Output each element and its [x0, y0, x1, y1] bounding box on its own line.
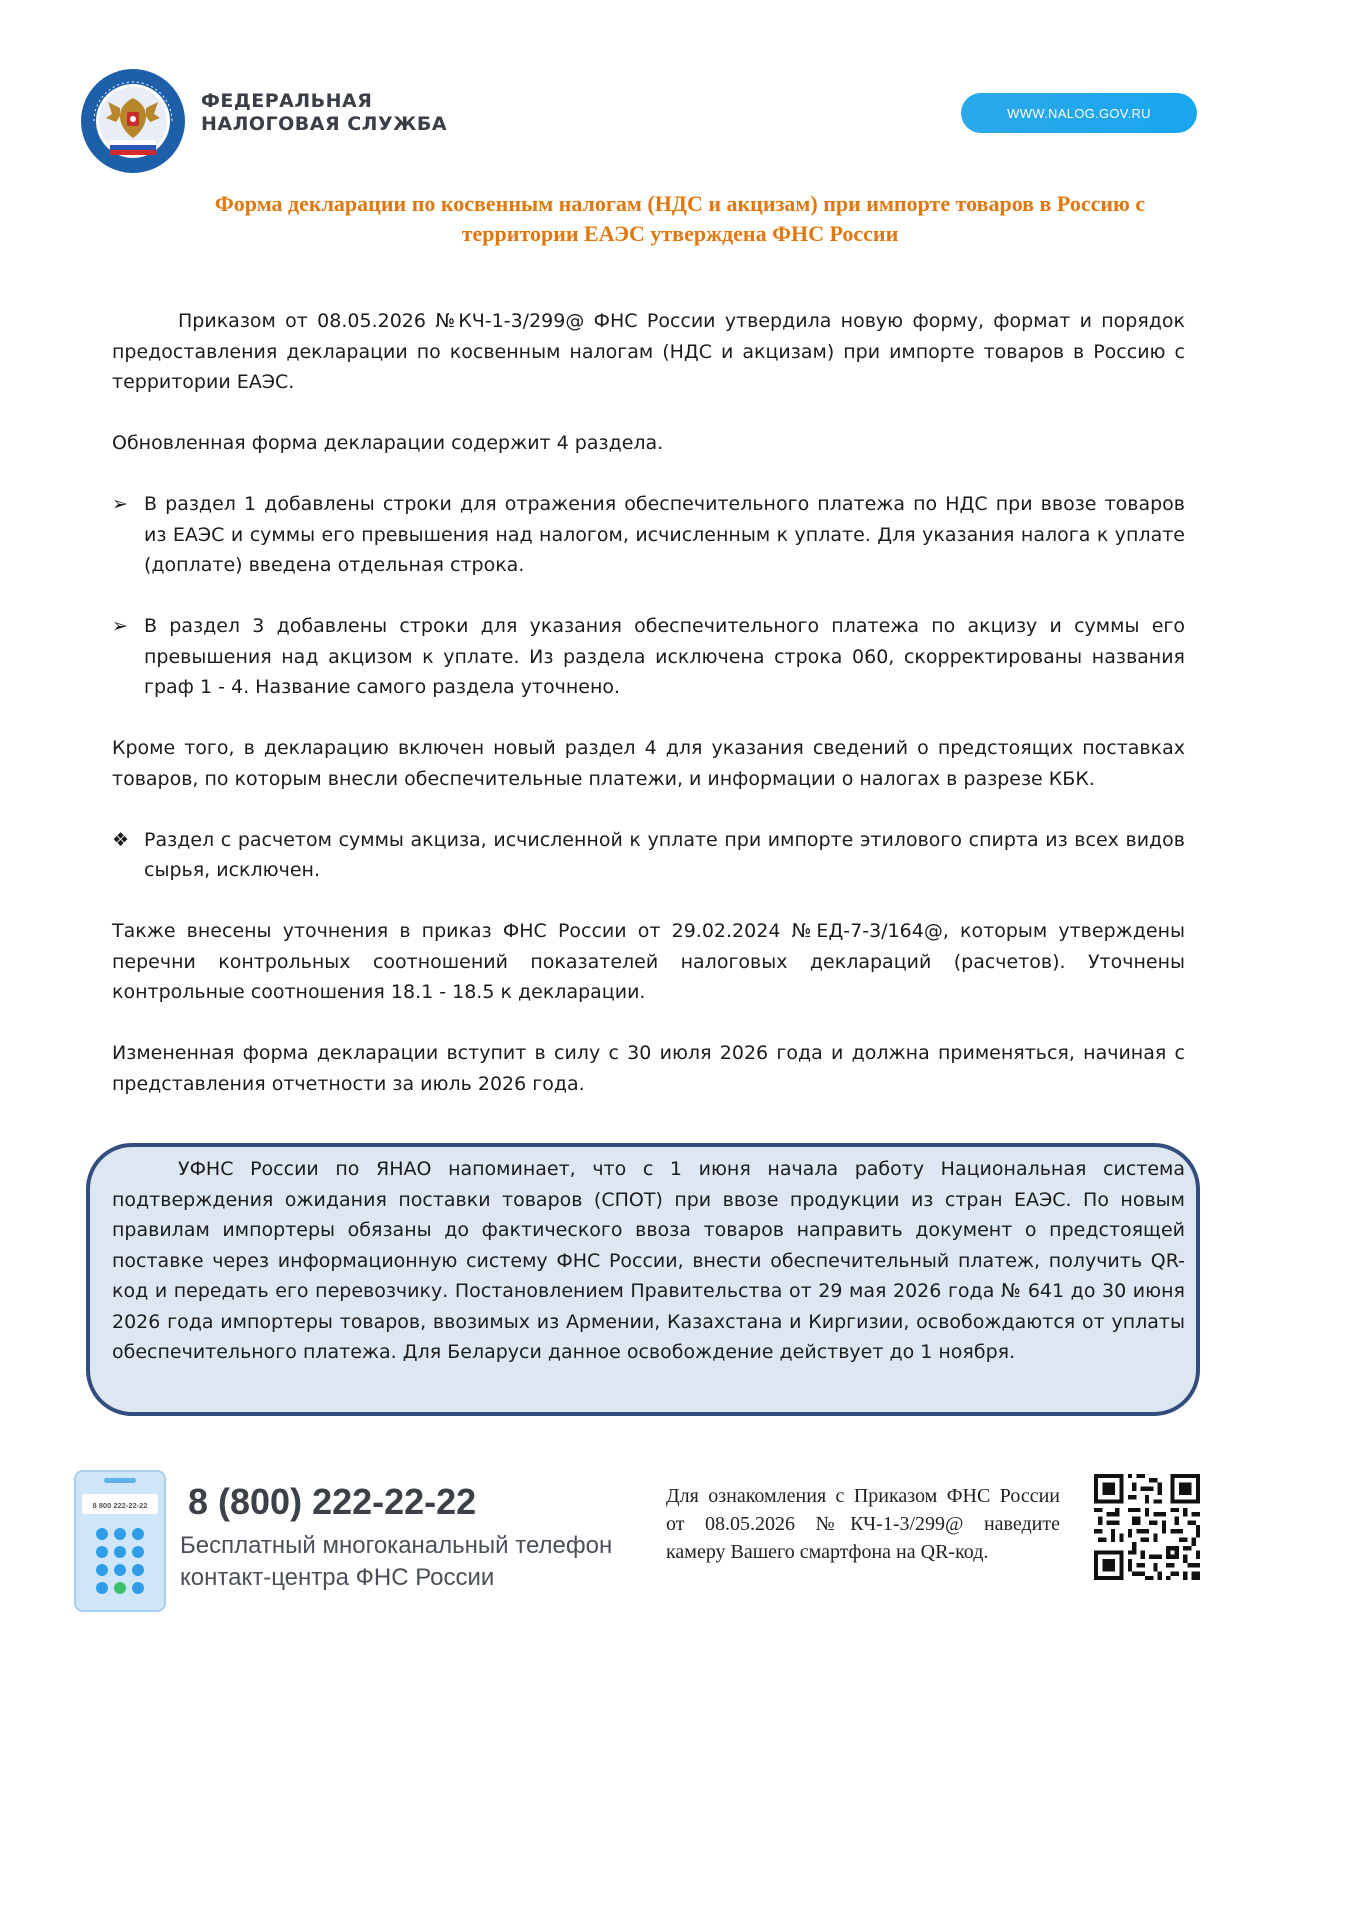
org-name-line1: ФЕДЕРАЛЬНАЯ — [201, 90, 373, 112]
qr-instruction: Для ознакомления с Приказом ФНС России от 08.05.2026 №КЧ-1-3/299@ наведите камеру Вашего смартфона на QR-код. — [666, 1485, 1060, 1563]
qr-code-icon[interactable] — [1094, 1474, 1200, 1580]
phone-screen-number: 8 800 222-22-22 — [92, 1501, 148, 1510]
document-title-line2: территории ЕАЭС утверждена ФНС России — [461, 221, 899, 246]
info-callout-text: УФНС России по ЯНАО напоминает, что с 1 июня начала работу Национальная система подтверждения ожидания поставки товаров (СПОТ) при ввозе продукции из стран ЕАЭС. По новым правилам импортеры обязаны до фактического ввоза товаров направить документ о предстоящей поставке через информационную систему ФНС России, внести обеспечительный платеж, получить QR-код и передать его перевозчику. Постановлением Правительства от 29 мая 2026 года № 641 до 30 июня 2026 года импортеры товаров, ввозимых из Армении, Казахстана и Киргизии, освобождаются от уплаты обеспечительного платежа. Для Беларуси данное освобождение действует до 1 ноября. — [112, 1158, 1185, 1363]
hotline-number[interactable]: 8 (800) 222-22-22 — [188, 1481, 477, 1522]
paragraph-clarifications: Также внесены уточнения в приказ ФНС России от 29.02.2024 №ЕД-7-3/164@, которым утверждены перечни контрольных соотношений показателей налоговых деклараций (расчетов). Уточнены контрольные соотношения 18.1 - 18.5 к декларации. — [112, 920, 1185, 1003]
list-item — [112, 489, 1185, 581]
hotline-description-line1: Бесплатный многоканальный телефон — [180, 1532, 613, 1559]
document-title — [110, 189, 1250, 249]
list-item-text: В раздел 1 добавлены строки для отражения обеспечительного платежа по НДС при ввозе товаров из ЕАЭС и суммы его превышения над налогом, исчисленным к уплате. Для указания налога к уплате (доплате) введена отдельная строка. — [144, 493, 1185, 576]
org-name — [201, 90, 447, 136]
org-name-line2: НАЛОГОВАЯ СЛУЖБА — [201, 113, 448, 135]
list-item-text: В раздел 3 добавлены строки для указания обеспечительного платежа по акцизу и суммы его превышения над акцизом к уплате. Из раздела исключена строка 060, скорректированы названия граф 1 - 4. Название самого раздела уточнено. — [144, 615, 1185, 698]
document-title-line1: Форма декларации по косвенным налогам (НДС и акцизам) при импорте товаров в Россию с — [214, 191, 1146, 216]
article-body — [112, 306, 1185, 1130]
hotline-description-line2: контакт-центра ФНС России — [180, 1564, 495, 1591]
arrow-bullet-icon: ➢ — [112, 493, 128, 515]
phone-keypad-icon — [74, 1470, 166, 1612]
paragraph-order: Приказом от 08.05.2026 №КЧ-1-3/299@ ФНС России утвердила новую форму, формат и порядок предоставления декларации по косвенным налогам (НДС и акцизам) при импорте товаров в Россию с территории ЕАЭС. — [112, 310, 1185, 393]
list-item — [112, 611, 1185, 703]
paragraph-new-section: Кроме того, в декларацию включен новый раздел 4 для указания сведений о предстоящих поставках товаров, по которым внесли обеспечительные платежи, и информации о налогах в разрезе КБК. — [112, 737, 1185, 790]
website-link[interactable]: WWW.NALOG.GOV.RU — [961, 93, 1197, 133]
paragraph-effective-date: Измененная форма декларации вступит в силу с 30 июля 2026 года и должна применяться, начиная с представления отчетности за июль 2026 года. — [112, 1042, 1185, 1095]
fns-emblem-icon — [80, 68, 186, 174]
paragraph-sections-count: Обновленная форма декларации содержит 4 раздела. — [112, 432, 664, 454]
diamond-bullet-icon: ❖ — [112, 828, 130, 851]
list-item — [112, 825, 1185, 886]
arrow-bullet-icon: ➢ — [112, 615, 128, 637]
hotline-description — [180, 1530, 612, 1594]
list-item-text: Раздел с расчетом суммы акциза, исчисленной к уплате при импорте этилового спирта из всех видов сырья, исключен. — [144, 828, 1185, 881]
